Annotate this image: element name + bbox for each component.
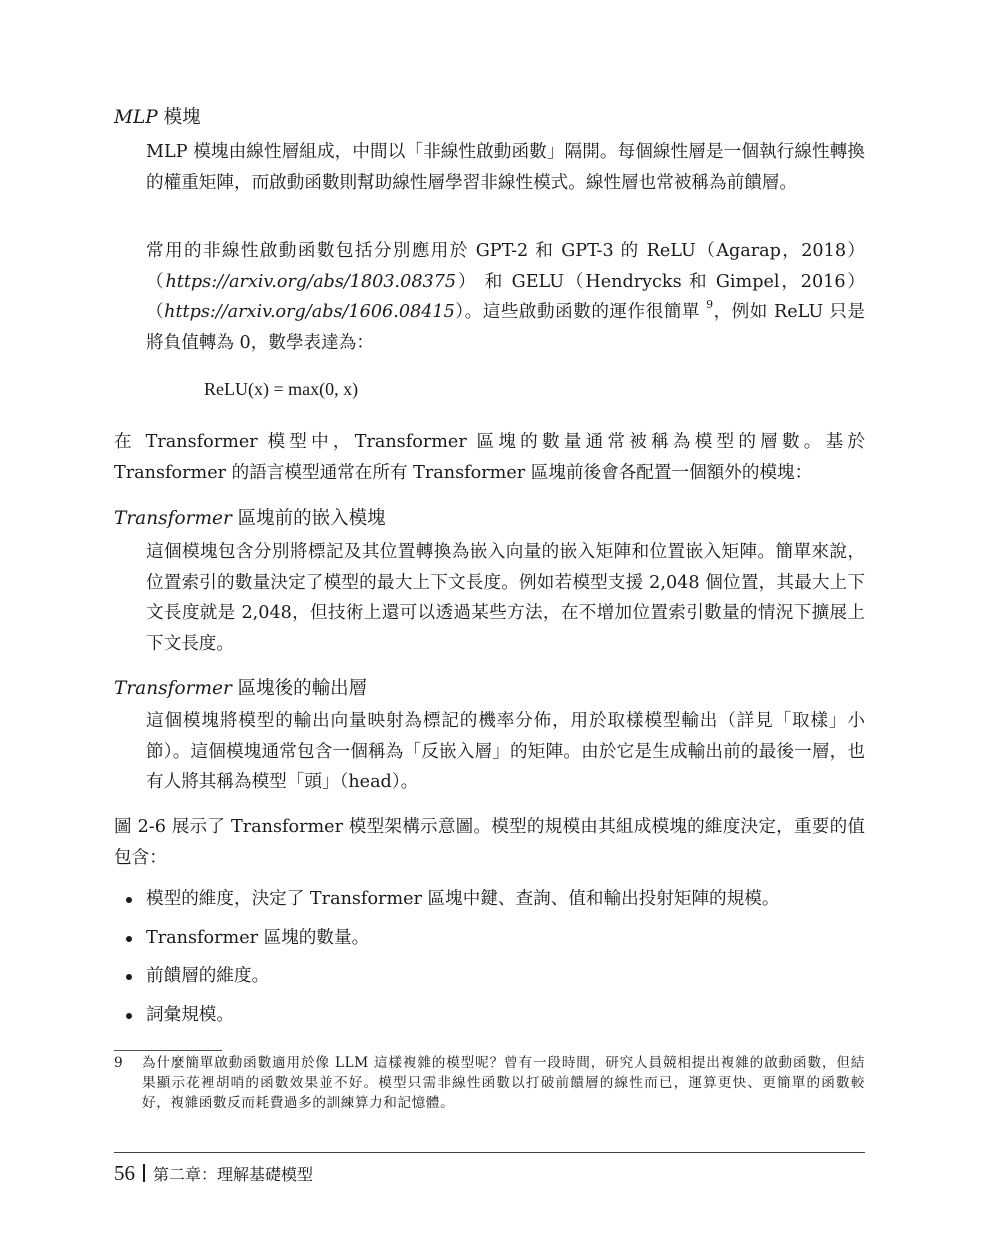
activation-text-4: ，例如 ReLU 只是將負值轉為 0，數學表達為： xyxy=(146,302,865,353)
list-item: 前饋層的維度。 xyxy=(114,961,865,991)
term-mlp-en: MLP xyxy=(114,107,158,128)
footnote-number: 9 xyxy=(114,1055,124,1071)
term-mlp-heading xyxy=(114,103,201,133)
footer-separator xyxy=(143,1164,145,1182)
output-layer-description: 這個模塊將模型的輸出向量映射為標記的機率分佈，用於取樣模型輸出（詳見「取樣」小節）。這個模塊通常包含一個稱為「反嵌入層」的矩陣。由於它是生成輸出前的最後一層，也有人將其稱為模型「頭」（head）。 xyxy=(146,711,865,792)
list-item: 模型的維度，決定了 Transformer 區塊中鍵、查詢、值和輸出投射矩陣的規模。 xyxy=(114,884,865,914)
list-item: Transformer 區塊的數量。 xyxy=(114,923,865,953)
term-embedding-en: Transformer xyxy=(114,508,232,529)
footnote-text: 為什麼簡單啟動函數適用於像 LLM 這樣複雜的模型呢？曾有一段時間，研究人員競相提出複雜的啟動函數，但結果顯示花裡胡哨的函數效果並不好。模型只需非線性函數以打破前饋層的線性而已，運算更快、更簡單的函數較好，複雜函數反而耗費過多的訓練算力和記憶體。 xyxy=(142,1055,865,1111)
term-embedding-heading xyxy=(114,504,386,534)
bullet-dot-icon xyxy=(126,897,132,903)
term-output-zh: 區塊後的輸出層 xyxy=(231,678,368,699)
activation-text-2: ） 和 GELU（Hendrycks 和 Gimpel，2016）（ xyxy=(146,271,865,322)
footnote-divider xyxy=(114,1050,222,1051)
embedding-module-description: 這個模塊包含分別將標記及其位置轉換為嵌入向量的嵌入矩陣和位置嵌入矩陣。簡單來說，位置索引的數量決定了模型的最大上下文長度。例如若模型支援 2,048 個位置，其最大上下文長度就是 2,048，但技術上還可以透過某些方法，在不增加位置索引數量的情況下擴展上下文長度。 xyxy=(146,542,865,654)
footnote xyxy=(114,1053,865,1113)
transformer-blocks-paragraph: 在 Transformer 模型中，Transformer 區塊的數量通常被稱為模型的層數。基於 Transformer 的語言模型通常在所有 Transformer 區塊前後會各配置一個額外的模塊： xyxy=(114,432,865,483)
bullet-dot-icon xyxy=(126,936,132,942)
activation-functions-paragraph xyxy=(146,236,865,358)
list-item: 詞彙規模。 xyxy=(114,1000,865,1030)
activation-text-1: 常用的非線性啟動函數包括分別應用於 GPT-2 和 GPT-3 的 ReLU（Agarap，2018）（ xyxy=(146,241,865,292)
relu-paper-link[interactable]: https://arxiv.org/abs/1803.08375 xyxy=(165,271,457,292)
term-embedding-zh: 區塊前的嵌入模塊 xyxy=(231,508,386,529)
term-output-heading xyxy=(114,674,367,704)
chapter-title: 第二章：理解基礎模型 xyxy=(153,1165,314,1184)
page-footer xyxy=(114,1158,313,1190)
term-mlp-zh: 模塊 xyxy=(157,107,201,128)
footnote-reference[interactable]: 9 xyxy=(706,298,714,311)
relu-formula: ReLU(x) = max(0, x) xyxy=(204,379,359,399)
footer-divider xyxy=(114,1152,865,1153)
bullet-dot-icon xyxy=(126,974,132,980)
activation-text-3: ）。這些啟動函數的運作很簡單 xyxy=(454,302,707,322)
bullet-dot-icon xyxy=(126,1013,132,1019)
mlp-description: MLP 模塊由線性層組成，中間以「非線性啟動函數」隔開。每個線性層是一個執行線性轉換的權重矩陣，而啟動函數則幫助線性層學習非線性模式。線性層也常被稱為前饋層。 xyxy=(146,142,865,193)
gelu-paper-link[interactable]: https://arxiv.org/abs/1606.08415 xyxy=(164,302,455,322)
figure-reference-paragraph: 圖 2-6 展示了 Transformer 模型架構示意圖。模型的規模由其組成模塊的維度決定，重要的值包含： xyxy=(114,817,865,868)
model-size-values-list xyxy=(114,884,865,1030)
term-output-en: Transformer xyxy=(114,678,232,699)
page-number: 56 xyxy=(114,1161,135,1185)
